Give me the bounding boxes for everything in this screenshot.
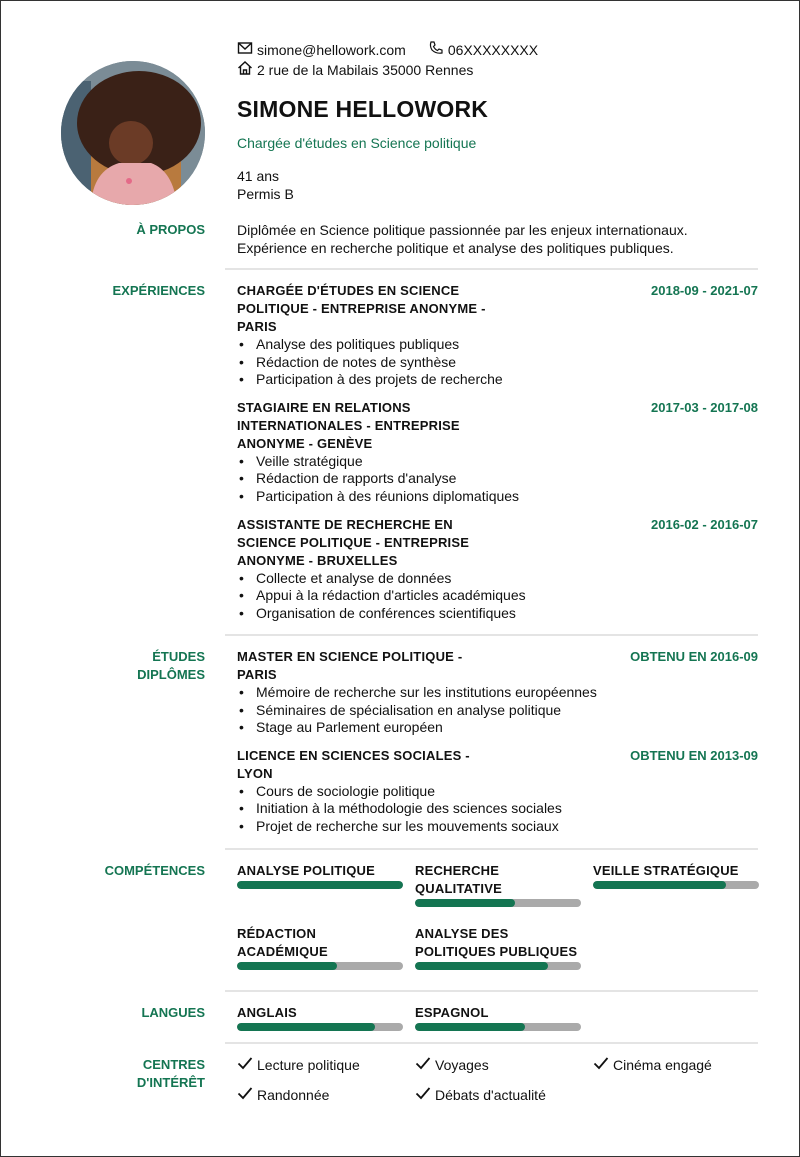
level-fill bbox=[415, 962, 548, 970]
about-text: Expérience en recherche politique et analyse des politiques publiques. bbox=[237, 240, 674, 256]
bullet-item: • Analyse des politiques publiques bbox=[237, 336, 758, 354]
address: 2 rue de la Mabilais 35000 Rennes bbox=[257, 62, 474, 78]
bullet-item: • Veille stratégique bbox=[237, 453, 758, 471]
divider bbox=[225, 1042, 758, 1044]
skill-name: VEILLE STRATÉGIQUE bbox=[593, 863, 739, 878]
skill-item bbox=[237, 862, 403, 907]
driving-license: Permis B bbox=[237, 186, 294, 202]
interest-item bbox=[237, 1056, 403, 1074]
entry-title: LICENCE EN SCIENCES SOCIALES - LYON bbox=[237, 747, 470, 781]
skill-item bbox=[593, 862, 759, 907]
section-label: COMPÉTENCES bbox=[104, 863, 205, 878]
interest-item bbox=[415, 1086, 581, 1104]
divider bbox=[225, 848, 758, 850]
header bbox=[237, 40, 767, 203]
skill-name: RECHERCHE QUALITATIVE bbox=[415, 863, 502, 896]
divider bbox=[225, 990, 758, 992]
job-title: Chargée d'études en Science politique bbox=[237, 135, 477, 151]
level-fill bbox=[237, 962, 337, 970]
section-label: ÉTUDES DIPLÔMES bbox=[137, 649, 205, 682]
check-icon bbox=[237, 1056, 253, 1074]
level-fill bbox=[415, 1023, 525, 1031]
phone-icon bbox=[428, 40, 444, 60]
skill-item bbox=[237, 925, 403, 970]
level-fill bbox=[237, 1023, 375, 1031]
level-fill bbox=[237, 881, 403, 889]
entry-date: 2017-03 - 2017-08 bbox=[651, 399, 758, 415]
divider bbox=[225, 268, 758, 270]
entry-date: OBTENU EN 2013-09 bbox=[630, 747, 758, 763]
bullet-item: • Stage au Parlement européen bbox=[237, 719, 758, 737]
level-bar bbox=[415, 1023, 581, 1031]
level-bar bbox=[237, 1023, 403, 1031]
skill-name: RÉDACTION ACADÉMIQUE bbox=[237, 926, 328, 959]
check-icon bbox=[237, 1086, 253, 1104]
bullet-item: • Cours de sociologie politique bbox=[237, 783, 758, 801]
skill-name: ANGLAIS bbox=[237, 1005, 297, 1020]
section-label: À PROPOS bbox=[136, 222, 205, 237]
skill-item bbox=[415, 1004, 581, 1031]
entry bbox=[237, 399, 758, 506]
entry-date: 2016-02 - 2016-07 bbox=[651, 516, 758, 532]
level-bar bbox=[237, 962, 403, 970]
bullet-item: • Rédaction de notes de synthèse bbox=[237, 354, 758, 372]
section-label: LANGUES bbox=[141, 1005, 205, 1020]
email[interactable]: simone@hellowork.com bbox=[257, 42, 406, 58]
about-text: Diplômée en Science politique passionnée par les enjeux internationaux. bbox=[237, 222, 688, 238]
phone[interactable]: 06XXXXXXXX bbox=[447, 42, 539, 58]
bullet-item: • Initiation à la méthodologie des sciences sociales bbox=[237, 800, 758, 818]
entry-title: STAGIAIRE EN RELATIONS INTERNATIONALES - ENTREPRISE ANONYME - GENÈVE bbox=[237, 399, 460, 451]
section-label: EXPÉRIENCES bbox=[112, 283, 205, 298]
home-icon bbox=[237, 60, 253, 80]
entry bbox=[237, 648, 758, 737]
bullet-item: • Mémoire de recherche sur les institutions européennes bbox=[237, 684, 758, 702]
bullet-item: • Collecte et analyse de données bbox=[237, 570, 758, 588]
interest-label: Randonnée bbox=[257, 1087, 330, 1103]
bullet-item: • Organisation de conférences scientifiques bbox=[237, 605, 758, 623]
interest-label: Voyages bbox=[435, 1057, 489, 1073]
entry-title: ASSISTANTE DE RECHERCHE EN SCIENCE POLITIQUE - ENTREPRISE ANONYME - BRUXELLES bbox=[237, 516, 470, 568]
section-label: CENTRES D'INTÉRÊT bbox=[136, 1057, 205, 1090]
check-icon bbox=[415, 1086, 431, 1104]
interest-label: Débats d'actualité bbox=[435, 1087, 546, 1103]
skill-name: ANALYSE DES POLITIQUES PUBLIQUES bbox=[415, 926, 578, 959]
check-icon bbox=[415, 1056, 431, 1074]
level-bar bbox=[415, 899, 581, 907]
skill-name: ESPAGNOL bbox=[415, 1005, 489, 1020]
interest-item bbox=[237, 1086, 403, 1104]
check-icon bbox=[593, 1056, 609, 1074]
entry-title: MASTER EN SCIENCE POLITIQUE - PARIS bbox=[237, 649, 463, 682]
entry-title: CHARGÉE D'ÉTUDES EN SCIENCE POLITIQUE - ENTREPRISE ANONYME - PARIS bbox=[237, 283, 486, 334]
entry bbox=[237, 747, 758, 836]
entry-date: OBTENU EN 2016-09 bbox=[630, 649, 758, 664]
bullet-item: • Appui à la rédaction d'articles académiques bbox=[237, 587, 758, 605]
bullet-item: • Séminaires de spécialisation en analyse politique bbox=[237, 702, 758, 720]
level-fill bbox=[415, 899, 515, 907]
skill-item bbox=[237, 1004, 403, 1031]
bullet-item: • Projet de recherche sur les mouvements sociaux bbox=[237, 818, 758, 836]
age: 41 ans bbox=[237, 168, 280, 184]
interest-label: Lecture politique bbox=[257, 1057, 360, 1073]
level-bar bbox=[593, 881, 759, 889]
level-bar bbox=[237, 881, 403, 889]
entry bbox=[237, 282, 758, 389]
bullet-item: • Rédaction de rapports d'analyse bbox=[237, 470, 758, 488]
bullet-item: • Participation à des projets de recherche bbox=[237, 371, 758, 389]
candidate-name: SIMONE HELLOWORK bbox=[237, 96, 489, 122]
interest-item bbox=[415, 1056, 581, 1074]
email-icon bbox=[237, 40, 253, 60]
interest-item bbox=[593, 1056, 759, 1074]
entry-date: 2018-09 - 2021-07 bbox=[651, 283, 758, 298]
skill-item bbox=[415, 862, 581, 907]
level-bar bbox=[415, 962, 581, 970]
skill-name: ANALYSE POLITIQUE bbox=[237, 863, 375, 878]
level-fill bbox=[593, 881, 726, 889]
bullet-item: • Participation à des réunions diplomatiques bbox=[237, 488, 758, 506]
skill-item bbox=[415, 925, 581, 970]
entry bbox=[237, 516, 758, 623]
interest-label: Cinéma engagé bbox=[613, 1057, 712, 1073]
profile-photo bbox=[61, 61, 205, 205]
divider bbox=[225, 634, 758, 636]
